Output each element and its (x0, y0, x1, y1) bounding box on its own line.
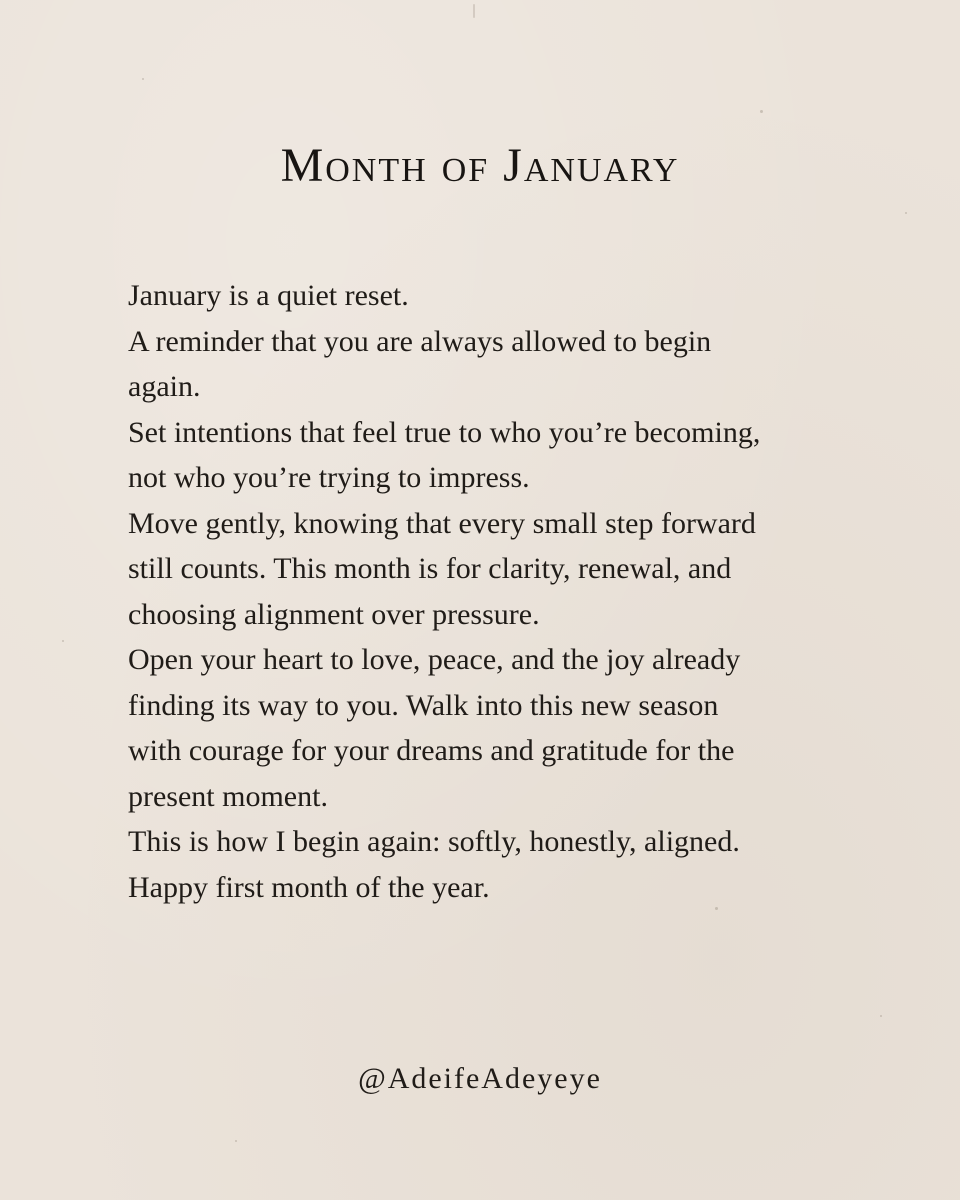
poem-line: Happy first month of the year. (128, 870, 490, 904)
poem-line: again. (128, 370, 201, 403)
poem-line: still counts. This month is for clarity, renewal, and (128, 552, 732, 585)
paper-speck (142, 78, 144, 80)
paper-speck (760, 110, 763, 113)
poem-line: Move gently, knowing that every small step forward (128, 506, 756, 540)
poem-line: not who you’re trying to impress. (128, 461, 530, 494)
paper-speck (880, 1015, 882, 1017)
paper-speck (62, 640, 64, 642)
page-title: Month of January (280, 139, 680, 192)
poem-line: Set intentions that feel true to who you’re becoming, (128, 415, 761, 449)
poem-line: with courage for your dreams and gratitude for the (128, 734, 735, 767)
poem-line: A reminder that you are always allowed to begin (128, 324, 712, 358)
poem-line: choosing alignment over pressure. (128, 597, 540, 631)
paper-speck (473, 4, 475, 18)
poem-line: January is a quiet reset. (128, 279, 409, 312)
poem-body (128, 273, 848, 910)
poem-line: Open your heart to love, peace, and the joy already (128, 643, 741, 676)
paper-speck (905, 212, 907, 214)
paper-speck (235, 1140, 237, 1142)
poem-line: finding its way to you. Walk into this new season (128, 688, 719, 722)
author-handle: @AdeifeAdeyeye (358, 1062, 602, 1095)
poem-line: present moment. (128, 779, 328, 813)
poem-line: This is how I begin again: softly, honestly, aligned. (128, 825, 740, 858)
